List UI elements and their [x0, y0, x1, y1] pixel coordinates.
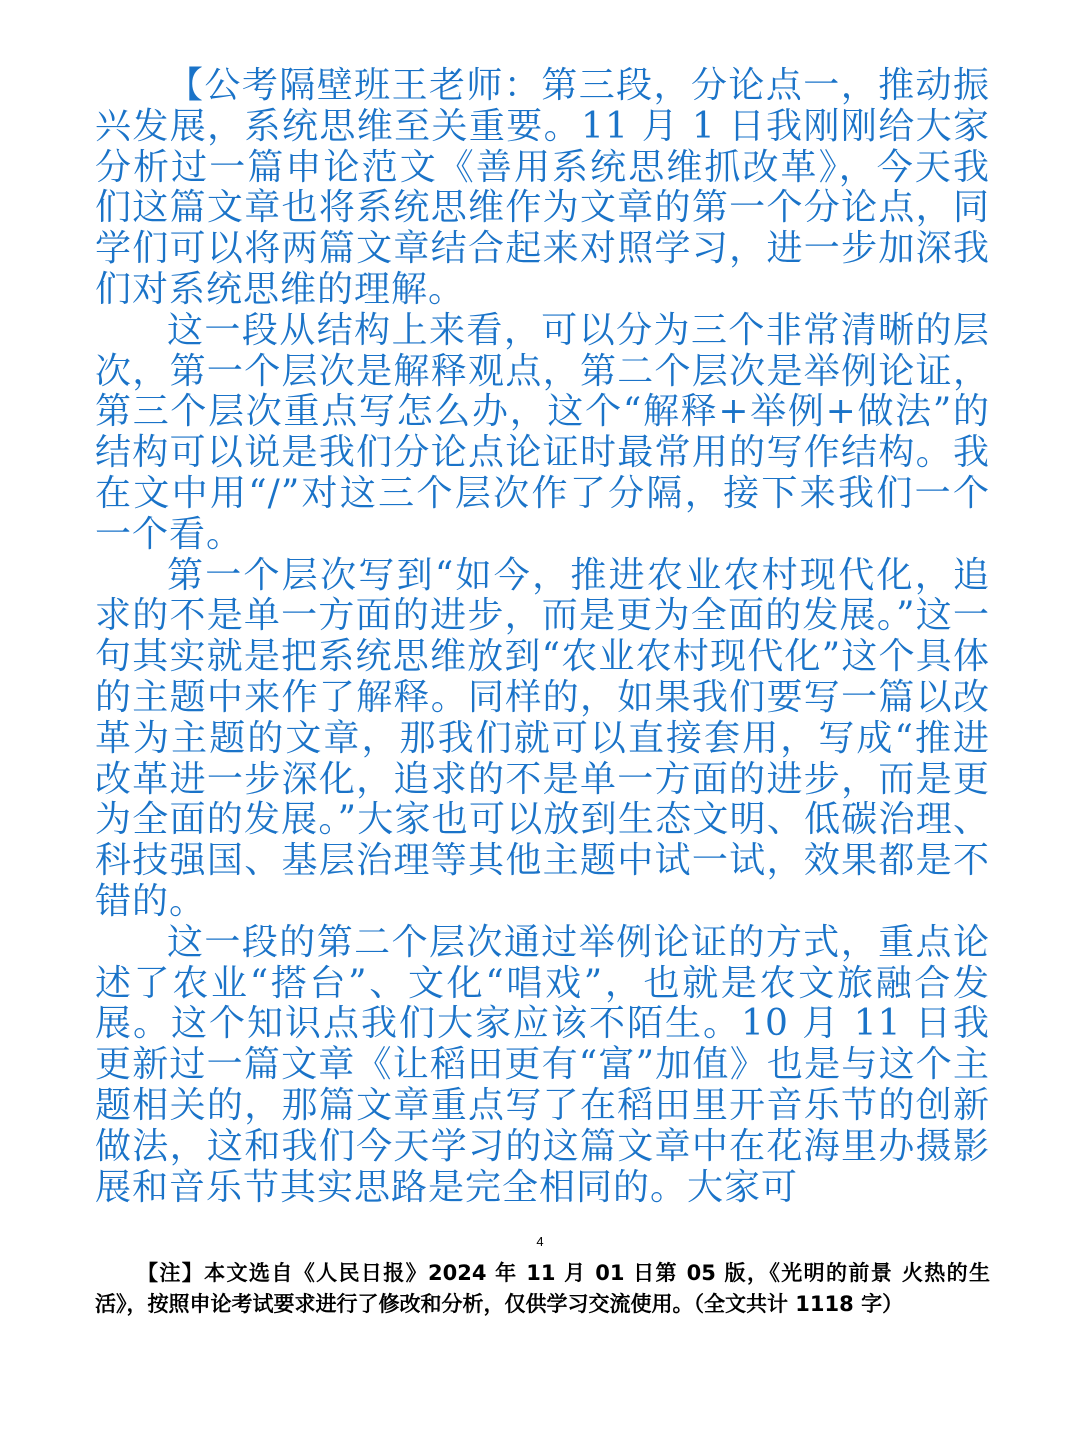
source-note: 【注】本文选自《人民日报》2024 年 11 月 01 日第 05 版，《光明的前景 火热的生活》，按照申论考试要求进行了修改和分析，仅供学习交流使用。（全文共计 1118 字） — [95, 1261, 990, 1316]
paragraph-3: 第一个层次写到“如今，推进农业农村现代化，追求的不是单一方面的进步，而是更为全面的发展。”这一句其实就是把系统思维放到“农业农村现代化”这个具体的主题中来作了解释。同样的，如果我们要写一篇以改革为主题的文章，那我们就可以直接套用，写成“推进改革进一步深化，追求的不是单一方面的进步，而是更为全面的发展。”大家也可以放到生态文明、低碳治理、科技强国、基层治理等其他主题中试一试，效果都是不错的。 — [95, 554, 990, 922]
paragraph-4: 这一段的第二个层次通过举例论证的方式，重点论述了农业“搭台”、文化“唱戏”，也就是农文旅融合发展。这个知识点我们大家应该不陌生。10 月 11 日我更新过一篇文章《让稻田更有“富”加值》也是与这个主题相关的，那篇文章重点写了在稻田里开音乐节的创新做法，这和我们今天学习的这篇文章中在花海里办摄影展和音乐节其实思路是完全相同的。大家可 — [95, 921, 990, 1208]
paragraph-2: 这一段从结构上来看，可以分为三个非常清晰的层次，第一个层次是解释观点，第二个层次是举例论证，第三个层次重点写怎么办，这个“解释+举例+做法”的结构可以说是我们分论点论证时最常用的写作结构。我在文中用“/”对这三个层次作了分隔，接下来我们一个一个看。 — [95, 309, 990, 555]
paragraph-1: 【公考隔壁班王老师：第三段，分论点一，推动振兴发展，系统思维至关重要。11 月 1 日我刚刚给大家分析过一篇申论范文《善用系统思维抓改革》，今天我们这篇文章也将系统思维作为文章的第一个分论点，同学们可以将两篇文章结合起来对照学习，进一步加深我们对系统思维的理解。 — [95, 65, 990, 310]
page-number: 4 — [536, 1234, 544, 1249]
article-body — [95, 66, 990, 1208]
